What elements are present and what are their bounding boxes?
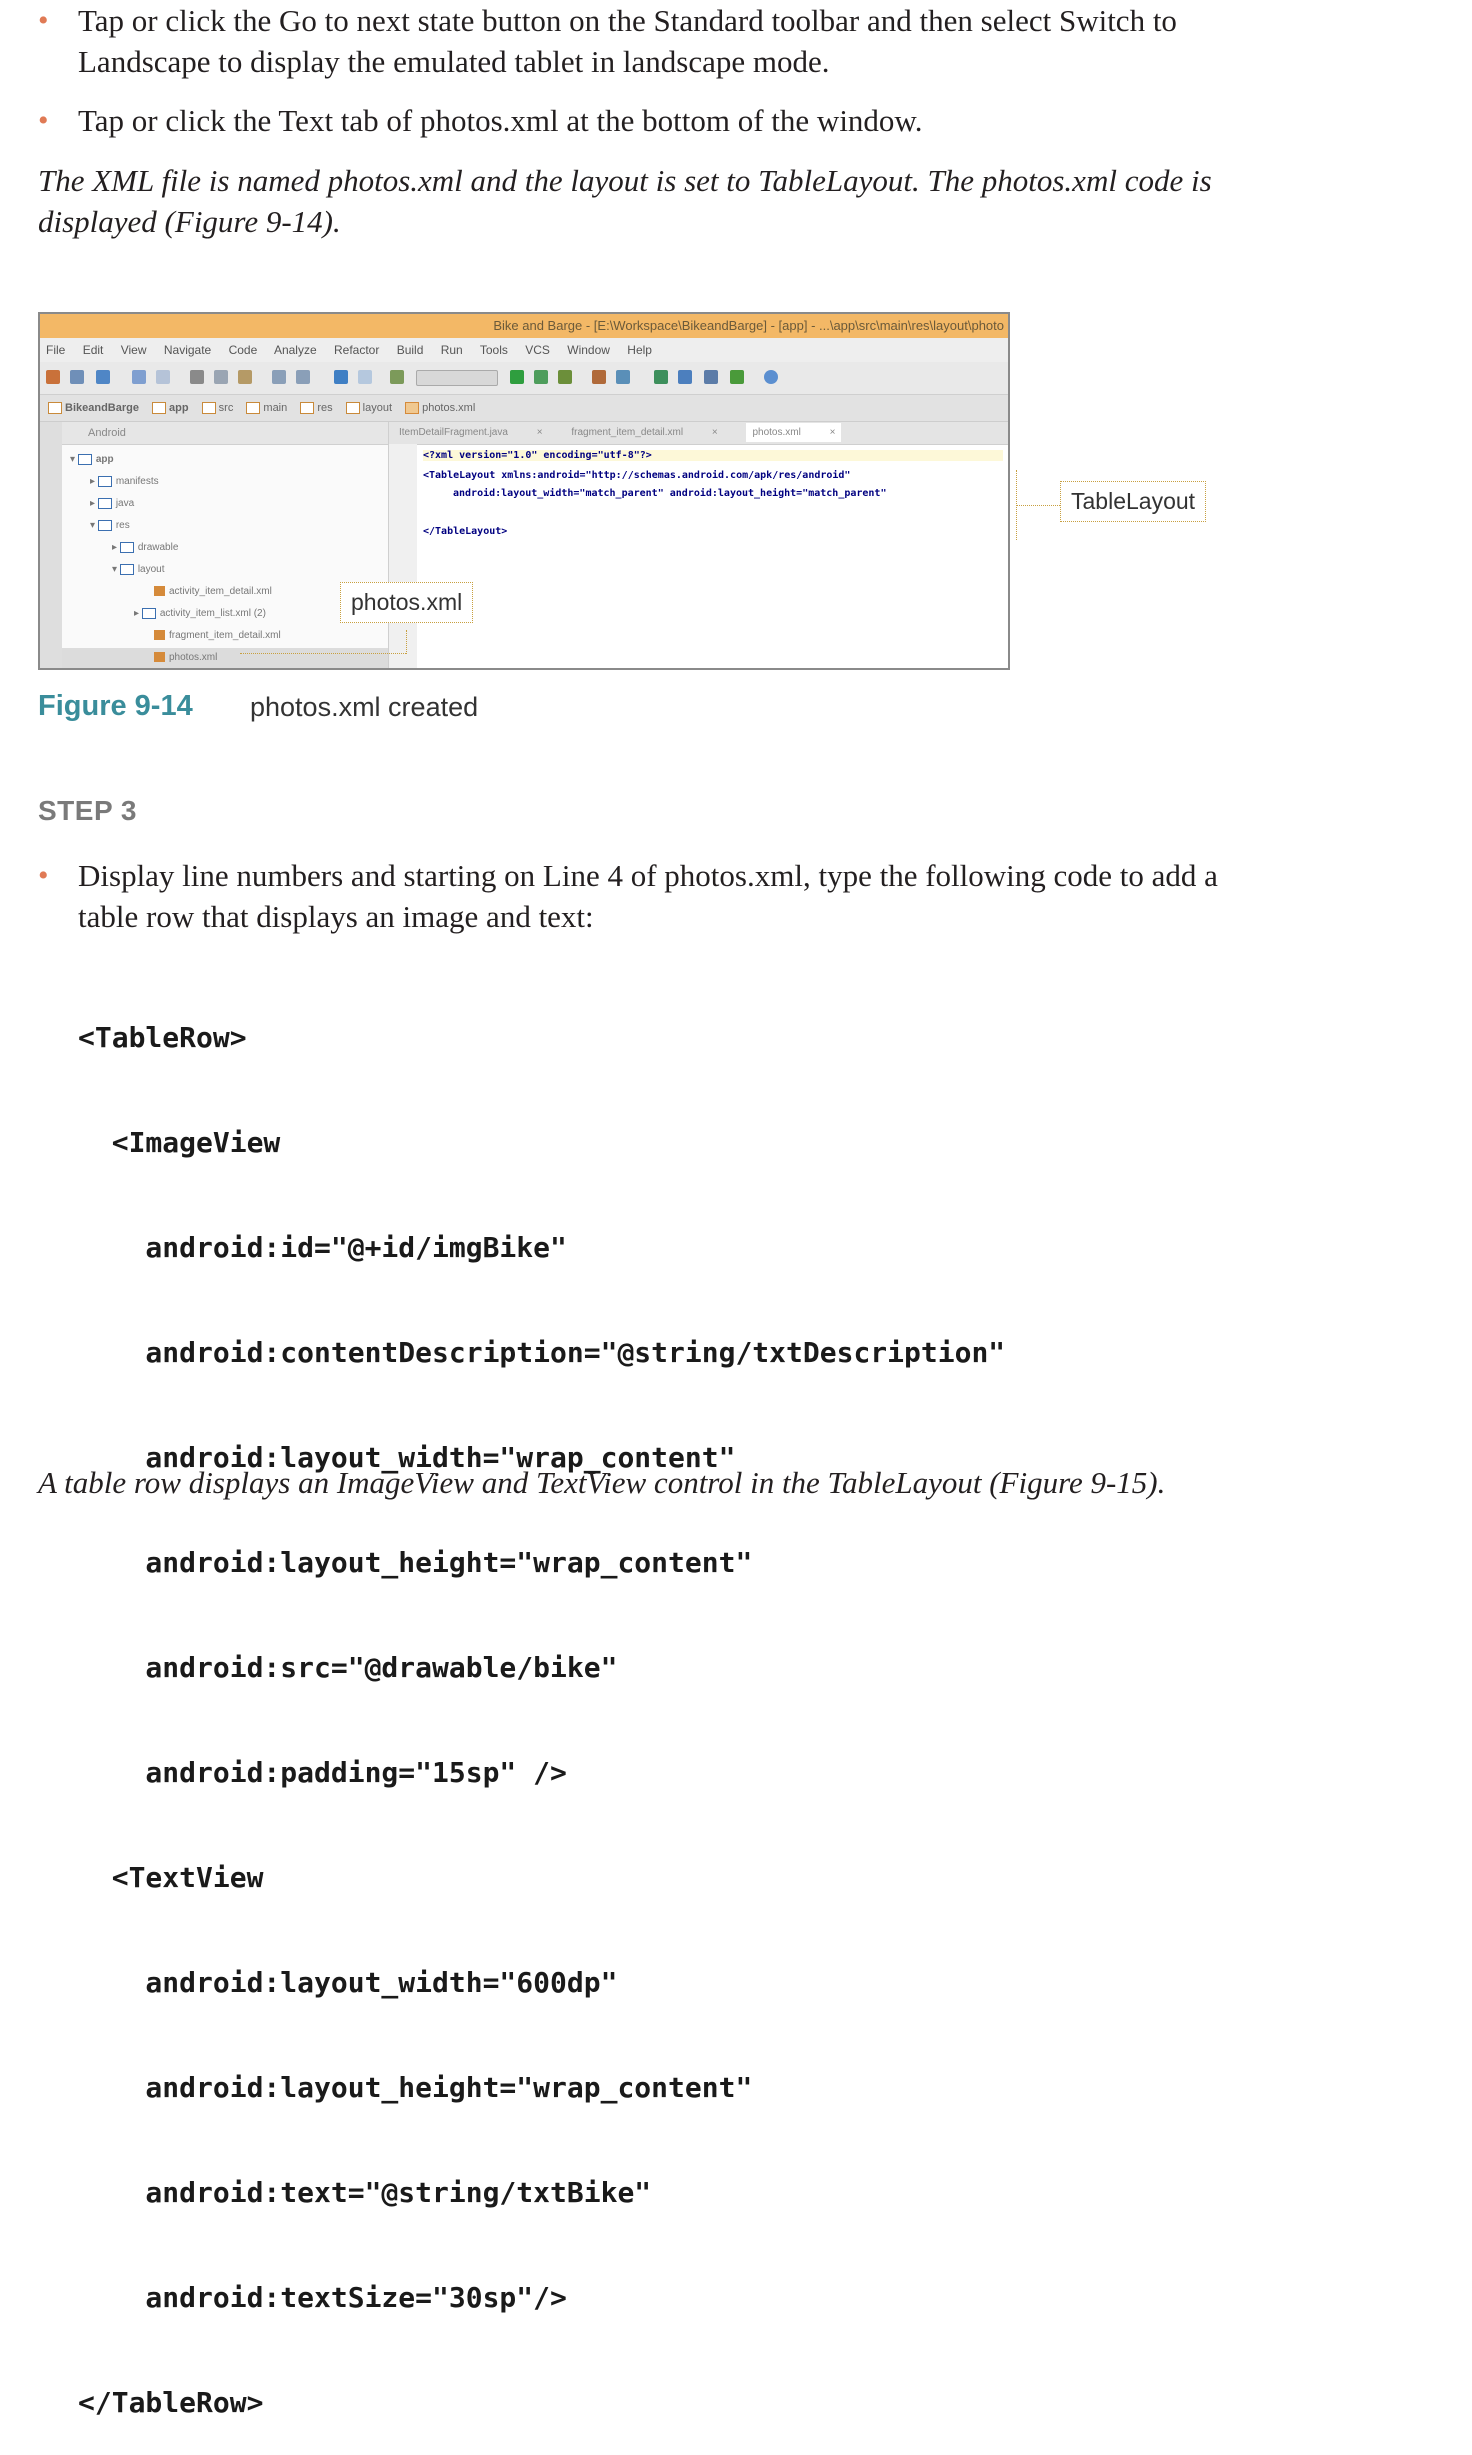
menu-window[interactable]: Window (567, 343, 610, 357)
figure-caption: photos.xml created (250, 692, 479, 722)
help-icon[interactable] (764, 370, 778, 384)
menu-tools[interactable]: Tools (479, 343, 508, 357)
crumb-res[interactable]: res (300, 395, 332, 421)
standard-toolbar (40, 362, 1008, 395)
menu-edit[interactable]: Edit (82, 343, 104, 357)
avd-manager-icon[interactable] (678, 370, 692, 384)
structure-icon[interactable] (616, 370, 630, 384)
code-line: android:layout_height="wrap_content" (78, 2071, 753, 2104)
editor-gutter (389, 444, 417, 668)
instruction-go-to-next-state (78, 0, 1408, 82)
project-view-selector[interactable]: Android (62, 422, 388, 445)
back-icon[interactable] (334, 370, 348, 384)
bullet-marker: • (38, 859, 49, 892)
menu-refactor[interactable]: Refactor (333, 343, 380, 357)
tree-item-selected[interactable]: photos.xml (62, 648, 388, 668)
code-line: </TableLayout> (423, 526, 508, 537)
redo-icon[interactable] (156, 370, 170, 384)
paste-icon[interactable] (238, 370, 252, 384)
folder-icon (346, 402, 360, 414)
code-line: android:contentDescription="@string/txtDescription" (78, 1336, 1006, 1369)
menu-vcs[interactable]: VCS (525, 343, 550, 357)
code-line: android:layout_width="600dp" (78, 1966, 618, 1999)
menu-bar (40, 338, 1008, 362)
tree-item[interactable]: ▸ java (90, 498, 135, 510)
instruction-text-tab (78, 100, 1408, 141)
code-line: android:src="@drawable/bike" (78, 1651, 618, 1684)
expand-icon: ▾ (70, 454, 78, 466)
xml-file-icon (154, 652, 165, 662)
text-line: Landscape to display the emulated tablet in landscape mode. (78, 44, 830, 79)
folder-icon (98, 476, 112, 487)
menu-run[interactable]: Run (440, 343, 463, 357)
sync-gradle-icon[interactable] (654, 370, 668, 384)
expand-icon: ▾ (90, 520, 98, 532)
undo-icon[interactable] (132, 370, 146, 384)
crumb-src[interactable]: src (202, 395, 234, 421)
crumb-project[interactable]: BikeandBarge (48, 395, 139, 421)
text-line: displayed (Figure 9-14). (38, 204, 341, 239)
code-line: android:id="@+id/imgBike" (78, 1231, 567, 1264)
figure-label: Figure 9-14 (38, 690, 193, 722)
save-icon[interactable] (70, 370, 84, 384)
menu-help[interactable]: Help (627, 343, 652, 357)
folder-icon (48, 402, 62, 414)
sdk-manager-icon[interactable] (704, 370, 718, 384)
folder-icon (142, 608, 156, 619)
menu-file[interactable]: File (46, 343, 66, 357)
code-line: android:text="@string/txtBike" (78, 2176, 652, 2209)
menu-navigate[interactable]: Navigate (163, 343, 212, 357)
find-icon[interactable] (272, 370, 286, 384)
callout-leader (1016, 505, 1060, 506)
cut-icon[interactable] (190, 370, 204, 384)
code-line: android:textSize="30sp"/> (78, 2281, 567, 2314)
instruction-add-table-row (78, 855, 1408, 937)
result-table-row: A table row displays an ImageView and TextView control in the TableLayout (Figure 9-15). (38, 1465, 1166, 1500)
tree-item[interactable]: activity_item_detail.xml (154, 586, 272, 597)
tree-item[interactable]: ▾ layout (112, 564, 165, 576)
code-line: <ImageView (78, 1126, 281, 1159)
code-editor[interactable] (389, 422, 1008, 668)
menu-code[interactable]: Code (228, 343, 258, 357)
folder-icon (152, 402, 166, 414)
sync-icon[interactable] (96, 370, 110, 384)
breadcrumb (40, 395, 1008, 422)
menu-view[interactable]: View (120, 343, 147, 357)
project-pane (62, 422, 389, 668)
run-icon[interactable] (510, 370, 524, 384)
bullet-marker: • (38, 4, 49, 37)
xml-file-icon (405, 402, 419, 414)
tree-item[interactable]: ▸ drawable (112, 542, 179, 554)
code-line: <?xml version="1.0" encoding="utf-8"?> (423, 450, 1003, 461)
xml-file-icon (154, 586, 165, 596)
replace-icon[interactable] (296, 370, 310, 384)
code-block (78, 950, 1005, 2455)
code-line: <TextView (78, 1861, 264, 1894)
tree-item[interactable]: ▸ activity_item_list.xml (2) (134, 608, 266, 620)
folder-icon (300, 402, 314, 414)
tool-window-strip[interactable] (40, 422, 63, 668)
code-line: android:layout_height="wrap_content" (78, 1546, 753, 1579)
expand-icon: ▾ (112, 564, 120, 576)
code-line: </TableRow> (78, 2386, 264, 2419)
forward-icon[interactable] (358, 370, 372, 384)
tree-item[interactable]: ▾ res (90, 520, 130, 532)
tree-item[interactable]: ▾ app (70, 454, 114, 466)
folder-icon (78, 454, 92, 465)
code-line: android:layout_width="wrap_content" (78, 1441, 736, 1474)
callout-leader (406, 630, 407, 654)
attach-icon[interactable] (558, 370, 572, 384)
tab-photos-xml[interactable]: photos.xml × (746, 423, 841, 442)
window-title: Bike and Barge - [E:\Workspace\BikeandBarge] - [app] - ...\app\src\main\res\layout\photo (40, 314, 1008, 338)
collapse-icon: ▸ (90, 476, 98, 488)
folder-icon (98, 498, 112, 509)
profile-icon[interactable] (592, 370, 606, 384)
bullet-marker: • (38, 104, 49, 137)
text-line: table row that displays an image and text: (78, 899, 594, 934)
text-line: Tap or click the Text tab of photos.xml at the bottom of the window. (78, 103, 923, 138)
crumb-file[interactable]: photos.xml (405, 395, 475, 421)
code-line: <TableLayout xmlns:android="http://schemas.android.com/apk/res/android" (423, 470, 851, 481)
code-line: android:layout_width="match_parent" android:layout_height="match_parent" (453, 488, 887, 499)
collapse-icon: ▸ (90, 498, 98, 510)
text-line: Display line numbers and starting on Line 4 of photos.xml, type the following code to add a (78, 858, 1218, 893)
editor-tabs (389, 422, 1008, 445)
collapse-icon: ▸ (134, 608, 142, 620)
text-line: The XML file is named photos.xml and the layout is set to TableLayout. The photos.xml code is (38, 163, 1212, 198)
folder-icon (120, 542, 134, 553)
open-icon[interactable] (46, 370, 60, 384)
crumb-main[interactable]: main (246, 395, 287, 421)
tab-item-detail-fragment[interactable]: ItemDetailFragment.java × (399, 427, 543, 438)
tree-item[interactable]: ▸ manifests (90, 476, 159, 488)
folder-icon (98, 520, 112, 531)
result-description (38, 160, 1438, 242)
callout-leader (240, 653, 406, 654)
code-line: android:padding="15sp" /> (78, 1756, 567, 1789)
debug-icon[interactable] (534, 370, 548, 384)
folder-icon (246, 402, 260, 414)
crumb-app[interactable]: app (152, 395, 189, 421)
code-line: <TableRow> (78, 1021, 247, 1054)
android-device-icon[interactable] (730, 370, 744, 384)
run-config-dropdown[interactable] (416, 370, 498, 386)
crumb-layout[interactable]: layout (346, 395, 392, 421)
tab-fragment-item-detail[interactable]: fragment_item_detail.xml × (571, 427, 718, 438)
folder-icon (120, 564, 134, 575)
callout-photos-xml: photos.xml (340, 582, 473, 623)
xml-file-icon (154, 630, 165, 640)
menu-build[interactable]: Build (396, 343, 424, 357)
tree-item[interactable]: fragment_item_detail.xml (154, 630, 281, 641)
make-icon[interactable] (390, 370, 404, 384)
copy-icon[interactable] (214, 370, 228, 384)
text-line: Tap or click the Go to next state button on the Standard toolbar and then select Switch to (78, 3, 1177, 38)
ide-screenshot (38, 312, 1010, 670)
menu-analyze[interactable]: Analyze (273, 343, 317, 357)
step-heading: STEP 3 (38, 795, 137, 826)
collapse-icon: ▸ (112, 542, 120, 554)
callout-tablelayout: TableLayout (1060, 481, 1206, 522)
folder-icon (202, 402, 216, 414)
